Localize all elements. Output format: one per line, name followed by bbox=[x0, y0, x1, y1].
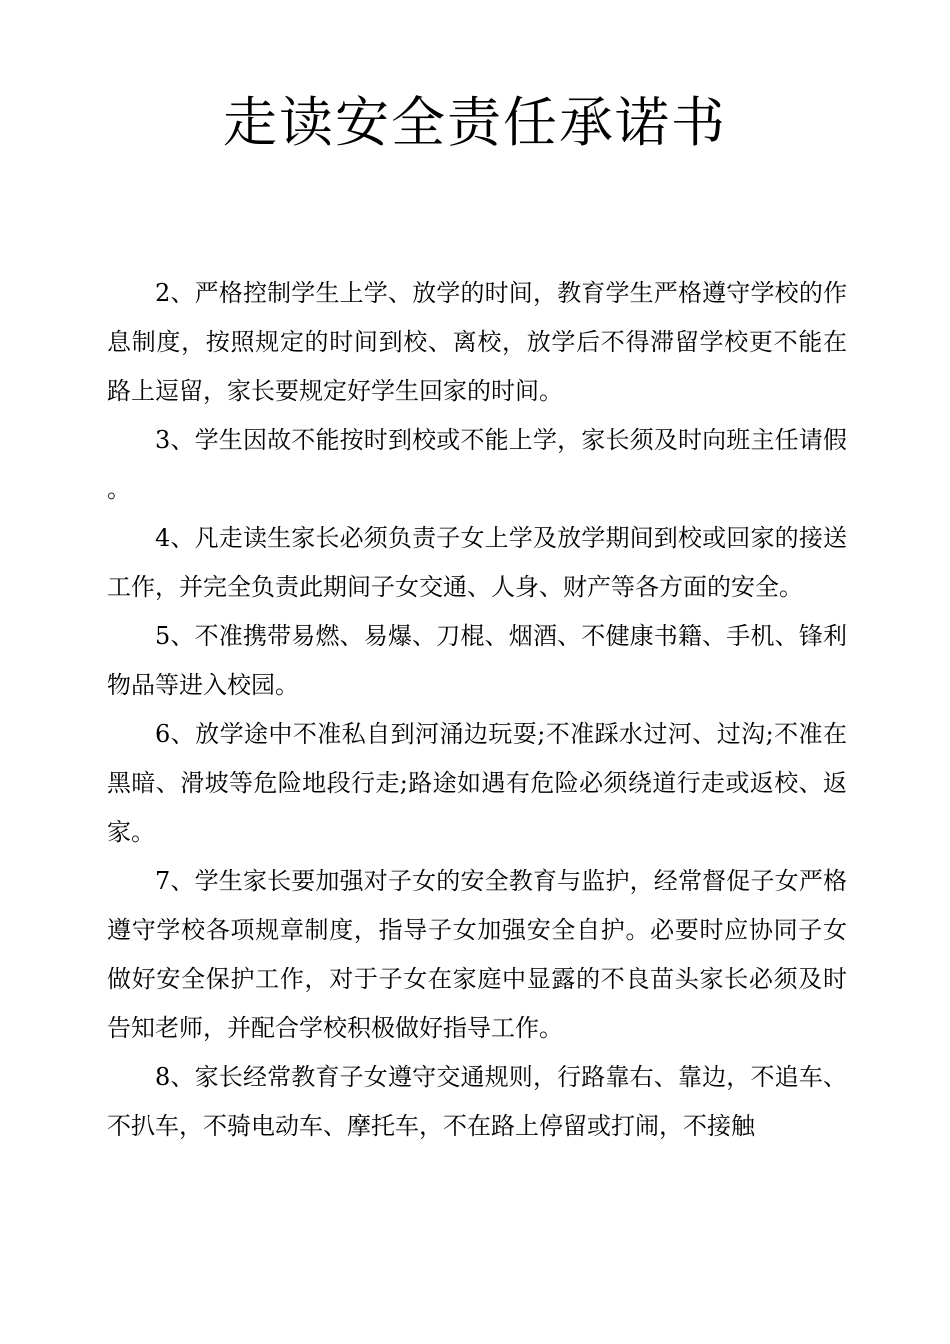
paragraph-item-6: 6、放学途中不准私自到河涌边玩耍;不准踩水过河、过沟;不准在黑暗、滑坡等危险地段行走;路途如遇有危险必须绕道行走或返校、返家。 bbox=[107, 720, 847, 846]
paragraph-item-7: 7、学生家长要加强对子女的安全教育与监护，经常督促子女严格遵守学校各项规章制度，指导子女加强安全自护。必要时应协同子女做好安全保护工作，对于子女在家庭中显露的不良苗头家长必须及时告知老师，并配合学校积极做好指导工作。 bbox=[107, 867, 847, 1042]
paragraph-item-2: 2、严格控制学生上学、放学的时间，教育学生严格遵守学校的作息制度，按照规定的时间到校、离校，放学后不得滞留学校更不能在路上逗留，家长要规定好学生回家的时间。 bbox=[107, 279, 847, 405]
document-body bbox=[107, 269, 847, 1151]
paragraph-item-5: 5、不准携带易燃、易爆、刀棍、烟酒、不健康书籍、手机、锋利物品等进入校园。 bbox=[107, 622, 847, 699]
paragraph-item-4: 4、凡走读生家长必须负责子女上学及放学期间到校或回家的接送工作，并完全负责此期间子女交通、人身、财产等各方面的安全。 bbox=[107, 524, 847, 601]
paragraph-item-3: 3、学生因故不能按时到校或不能上学，家长须及时向班主任请假。 bbox=[107, 426, 847, 503]
paragraph-item-8: 8、家长经常教育子女遵守交通规则，行路靠右、靠边，不追车、不扒车，不骑电动车、摩托车，不在路上停留或打闹，不接触 bbox=[107, 1063, 847, 1140]
document-title: 走读安全责任承诺书 bbox=[223, 91, 727, 154]
